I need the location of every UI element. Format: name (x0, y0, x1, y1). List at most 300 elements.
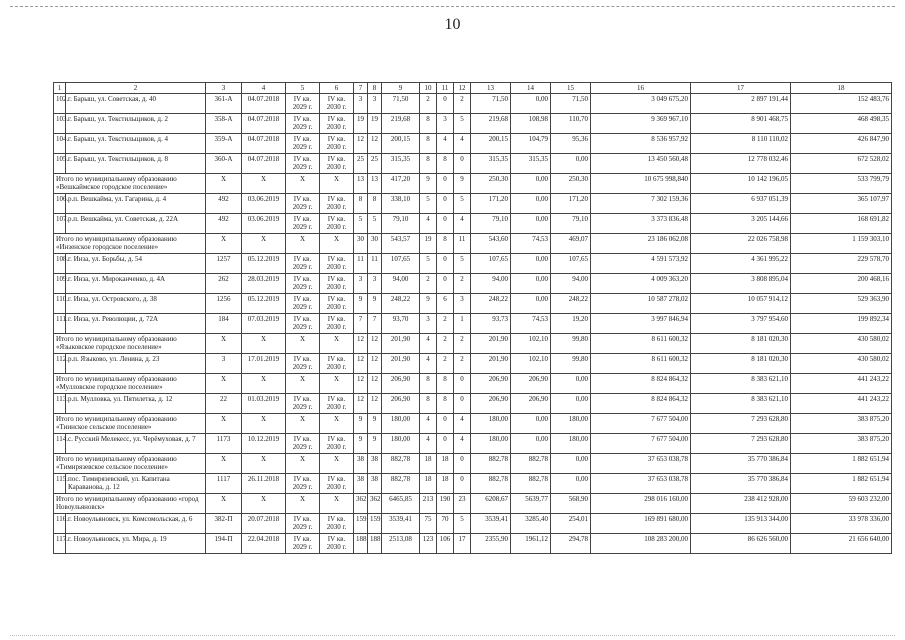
subtotal-label: Итого по муниципальному образованию «Тиинское сельское поселение» (54, 414, 206, 434)
table-row (54, 194, 892, 214)
cell-c8: 30 (368, 234, 382, 254)
cell-c8: 7 (368, 314, 382, 334)
cell-c8: 38 (368, 474, 382, 494)
cell-c17: 12 778 032,46 (691, 154, 791, 174)
cell-c9: 201,90 (382, 334, 420, 354)
subtotal-label: Итого по муниципальному образованию «Инзенское городское поселение» (54, 234, 206, 254)
cell-c10: 9 (420, 174, 437, 194)
cell-c16: 10 587 278,02 (591, 294, 691, 314)
cell-c5: IV кв. 2029 г. (286, 534, 320, 554)
cell-c6: IV кв. 2030 г. (320, 354, 354, 374)
row-number: 117. (54, 534, 66, 554)
cell-c15: 0,00 (551, 154, 591, 174)
cell-c16: 3 997 846,94 (591, 314, 691, 334)
cell-c13: 2355,90 (471, 534, 511, 554)
cell-c3: X (206, 414, 242, 434)
cell-c7: 38 (354, 474, 368, 494)
cell-c4: 04.07.2018 (242, 94, 286, 114)
cell-c17: 7 293 628,80 (691, 434, 791, 454)
cell-c13: 315,35 (471, 154, 511, 174)
cell-c4: 17.01.2019 (242, 354, 286, 374)
cell-c10: 75 (420, 514, 437, 534)
cell-c9: 206,90 (382, 374, 420, 394)
cell-c10: 4 (420, 214, 437, 234)
cell-c5: X (286, 414, 320, 434)
cell-c8: 3 (368, 94, 382, 114)
cell-c7: 11 (354, 254, 368, 274)
cell-c13: 171,20 (471, 194, 511, 214)
table-row (54, 314, 892, 334)
subtotal-row (54, 174, 892, 194)
cell-c10: 4 (420, 334, 437, 354)
cell-c8: 9 (368, 434, 382, 454)
cell-c16: 7 302 159,36 (591, 194, 691, 214)
row-number: 113. (54, 394, 66, 414)
column-number-cell: 17 (691, 83, 791, 94)
cell-c5: IV кв. 2029 г. (286, 314, 320, 334)
cell-c14: 0,00 (511, 414, 551, 434)
cell-c18: 152 483,76 (791, 94, 892, 114)
table-row (54, 254, 892, 274)
cell-c15: 171,20 (551, 194, 591, 214)
cell-c11: 18 (437, 454, 454, 474)
cell-c17: 10 142 196,05 (691, 174, 791, 194)
cell-c6: X (320, 334, 354, 354)
subtotal-label: Итого по муниципальному образованию «город Новоульяновск» (54, 494, 206, 514)
cell-c8: 11 (368, 254, 382, 274)
cell-c9: 93,70 (382, 314, 420, 334)
cell-c12: 11 (454, 234, 471, 254)
cell-c14: 0,00 (511, 434, 551, 454)
cell-c10: 213 (420, 494, 437, 514)
cell-c6: X (320, 234, 354, 254)
cell-c14: 0,00 (511, 94, 551, 114)
cell-c7: 3 (354, 274, 368, 294)
cell-c16: 13 450 560,48 (591, 154, 691, 174)
cell-c11: 4 (437, 134, 454, 154)
cell-c7: 25 (354, 154, 368, 174)
cell-c11: 2 (437, 314, 454, 334)
cell-c12: 0 (454, 154, 471, 174)
cell-c16: 8 536 957,92 (591, 134, 691, 154)
row-number: 112. (54, 354, 66, 374)
cell-c4: 10.12.2019 (242, 434, 286, 454)
cell-c10: 9 (420, 294, 437, 314)
cell-c3: 1256 (206, 294, 242, 314)
cell-c7: 9 (354, 434, 368, 454)
cell-c12: 3 (454, 294, 471, 314)
cell-c3: 382-П (206, 514, 242, 534)
cell-c17: 22 026 758,98 (691, 234, 791, 254)
address-cell: г. Барыш, ул. Текстильщиков, д. 2 (66, 114, 206, 134)
cell-c9: 6465,85 (382, 494, 420, 514)
table-row (54, 534, 892, 554)
cell-c15: 250,30 (551, 174, 591, 194)
cell-c18: 200 468,16 (791, 274, 892, 294)
cell-c17: 2 897 191,44 (691, 94, 791, 114)
cell-c17: 238 412 928,00 (691, 494, 791, 514)
row-number: 107. (54, 214, 66, 234)
cell-c10: 123 (420, 534, 437, 554)
cell-c9: 79,10 (382, 214, 420, 234)
cell-c6: IV кв. 2030 г. (320, 514, 354, 534)
cell-c5: IV кв. 2029 г. (286, 514, 320, 534)
cell-c9: 543,57 (382, 234, 420, 254)
cell-c13: 3539,41 (471, 514, 511, 534)
cell-c7: 12 (354, 394, 368, 414)
column-number-cell: 2 (66, 83, 206, 94)
cell-c3: X (206, 454, 242, 474)
cell-c18: 430 580,02 (791, 334, 892, 354)
column-number-cell: 15 (551, 83, 591, 94)
cell-c11: 0 (437, 174, 454, 194)
address-cell: г. Новоульяновск, ул. Комсомольская, д. 6 (66, 514, 206, 534)
cell-c17: 3 808 895,04 (691, 274, 791, 294)
cell-c16: 8 824 864,32 (591, 374, 691, 394)
cell-c13: 94,00 (471, 274, 511, 294)
cell-c15: 568,90 (551, 494, 591, 514)
cell-c8: 3 (368, 274, 382, 294)
subtotal-row (54, 454, 892, 474)
cell-c17: 8 181 020,30 (691, 354, 791, 374)
cell-c17: 7 293 628,80 (691, 414, 791, 434)
row-number: 108. (54, 254, 66, 274)
cell-c18: 430 580,02 (791, 354, 892, 374)
subtotal-row (54, 494, 892, 514)
cell-c12: 9 (454, 174, 471, 194)
cell-c5: IV кв. 2029 г. (286, 94, 320, 114)
cell-c6: IV кв. 2030 г. (320, 254, 354, 274)
page-number: 10 (444, 16, 461, 33)
cell-c18: 365 107,97 (791, 194, 892, 214)
cell-c8: 9 (368, 414, 382, 434)
cell-c12: 4 (454, 134, 471, 154)
cell-c4: X (242, 234, 286, 254)
column-number-cell: 1 (54, 83, 66, 94)
cell-c15: 0,00 (551, 454, 591, 474)
cell-c10: 8 (420, 114, 437, 134)
cell-c13: 206,90 (471, 374, 511, 394)
cell-c12: 2 (454, 274, 471, 294)
table-row (54, 514, 892, 534)
cell-c6: X (320, 374, 354, 394)
table-row (54, 214, 892, 234)
cell-c5: IV кв. 2029 г. (286, 194, 320, 214)
cell-c6: X (320, 454, 354, 474)
cell-c16: 37 653 038,78 (591, 454, 691, 474)
column-number-cell: 14 (511, 83, 551, 94)
cell-c3: X (206, 174, 242, 194)
cell-c16: 108 283 200,00 (591, 534, 691, 554)
row-number: 116. (54, 514, 66, 534)
cell-c3: 358-А (206, 114, 242, 134)
cell-c13: 93,73 (471, 314, 511, 334)
cell-c17: 3 797 954,60 (691, 314, 791, 334)
cell-c13: 200,15 (471, 134, 511, 154)
cell-c13: 201,90 (471, 334, 511, 354)
cell-c16: 7 677 504,00 (591, 414, 691, 434)
cell-c14: 108,98 (511, 114, 551, 134)
table-row (54, 394, 892, 414)
cell-c13: 79,10 (471, 214, 511, 234)
row-number: 115. (54, 474, 66, 494)
cell-c15: 254,01 (551, 514, 591, 534)
cell-c16: 4 009 363,20 (591, 274, 691, 294)
cell-c5: IV кв. 2029 г. (286, 294, 320, 314)
cell-c8: 38 (368, 454, 382, 474)
subtotal-row (54, 414, 892, 434)
cell-c16: 10 675 998,840 (591, 174, 691, 194)
address-cell: р.п. Вешкайма, ул. Гагарина, д. 4 (66, 194, 206, 214)
cell-c3: X (206, 374, 242, 394)
column-number-cell: 4 (242, 83, 286, 94)
cell-c8: 9 (368, 294, 382, 314)
cell-c9: 2513,08 (382, 534, 420, 554)
cell-c10: 8 (420, 394, 437, 414)
cell-c5: X (286, 174, 320, 194)
cell-c14: 102,10 (511, 354, 551, 374)
address-cell: г. Инза, ул. Островского, д. 38 (66, 294, 206, 314)
address-cell: р.п. Вешкайма, ул. Советская, д. 22А (66, 214, 206, 234)
cell-c16: 3 373 836,48 (591, 214, 691, 234)
column-number-cell: 3 (206, 83, 242, 94)
cell-c3: 22 (206, 394, 242, 414)
cell-c5: IV кв. 2029 г. (286, 114, 320, 134)
cell-c17: 4 361 995,22 (691, 254, 791, 274)
cell-c4: 01.03.2019 (242, 394, 286, 414)
cell-c14: 0,00 (511, 214, 551, 234)
cell-c9: 180,00 (382, 414, 420, 434)
address-cell: г. Инза, ул. Революции, д. 72А (66, 314, 206, 334)
table-row (54, 94, 892, 114)
cell-c8: 5 (368, 214, 382, 234)
row-number: 104. (54, 134, 66, 154)
subtotal-label: Итого по муниципальному образованию «Мулловское городское поселение» (54, 374, 206, 394)
cell-c8: 8 (368, 194, 382, 214)
cell-c6: IV кв. 2030 г. (320, 534, 354, 554)
cell-c18: 1 159 303,10 (791, 234, 892, 254)
cell-c15: 95,36 (551, 134, 591, 154)
column-number-cell: 13 (471, 83, 511, 94)
cell-c3: 492 (206, 194, 242, 214)
cell-c18: 441 243,22 (791, 394, 892, 414)
cell-c17: 86 626 560,00 (691, 534, 791, 554)
cell-c14: 206,90 (511, 394, 551, 414)
cell-c12: 1 (454, 314, 471, 334)
cell-c3: X (206, 334, 242, 354)
cell-c17: 8 901 468,75 (691, 114, 791, 134)
cell-c13: 201,90 (471, 354, 511, 374)
subtotal-row (54, 334, 892, 354)
cell-c5: IV кв. 2029 г. (286, 394, 320, 414)
cell-c15: 180,00 (551, 434, 591, 454)
cell-c6: IV кв. 2030 г. (320, 274, 354, 294)
cell-c5: X (286, 334, 320, 354)
column-number-cell: 10 (420, 83, 437, 94)
cell-c13: 71,50 (471, 94, 511, 114)
cell-c16: 9 369 967,10 (591, 114, 691, 134)
cell-c7: 159 (354, 514, 368, 534)
address-cell: г. Барыш, ул. Текстильщиков, д. 4 (66, 134, 206, 154)
cell-c3: 360-А (206, 154, 242, 174)
cell-c9: 338,10 (382, 194, 420, 214)
cell-c11: 0 (437, 94, 454, 114)
cell-c3: 1173 (206, 434, 242, 454)
cell-c16: 37 653 038,78 (591, 474, 691, 494)
subtotal-row (54, 234, 892, 254)
cell-c5: X (286, 374, 320, 394)
cell-c10: 2 (420, 94, 437, 114)
cell-c10: 4 (420, 414, 437, 434)
cell-c18: 21 656 640,00 (791, 534, 892, 554)
subtotal-row (54, 374, 892, 394)
cell-c16: 298 016 160,00 (591, 494, 691, 514)
column-number-row (54, 83, 892, 94)
address-cell: р.п. Языково, ул. Ленина, д. 23 (66, 354, 206, 374)
cell-c16: 8 611 600,32 (591, 334, 691, 354)
cell-c5: IV кв. 2029 г. (286, 154, 320, 174)
cell-c16: 8 824 864,32 (591, 394, 691, 414)
cell-c12: 0 (454, 394, 471, 414)
cell-c12: 5 (454, 514, 471, 534)
cell-c13: 107,65 (471, 254, 511, 274)
cell-c3: 184 (206, 314, 242, 334)
cell-c6: IV кв. 2030 г. (320, 114, 354, 134)
cell-c7: 38 (354, 454, 368, 474)
cell-c7: 5 (354, 214, 368, 234)
table-row (54, 294, 892, 314)
cell-c17: 35 770 386,84 (691, 454, 791, 474)
cell-c13: 250,30 (471, 174, 511, 194)
cell-c10: 3 (420, 314, 437, 334)
address-cell: с. Русский Мелекесс, ул. Черёмуховая, д. 7 (66, 434, 206, 454)
cell-c12: 5 (454, 254, 471, 274)
cell-c5: IV кв. 2029 г. (286, 254, 320, 274)
cell-c18: 468 498,35 (791, 114, 892, 134)
cell-c8: 12 (368, 394, 382, 414)
column-number-cell: 6 (320, 83, 354, 94)
cell-c7: 12 (354, 334, 368, 354)
cell-c7: 9 (354, 294, 368, 314)
cell-c4: 05.12.2019 (242, 294, 286, 314)
cell-c9: 882,78 (382, 454, 420, 474)
cell-c10: 8 (420, 154, 437, 174)
cell-c11: 6 (437, 294, 454, 314)
cell-c15: 94,00 (551, 274, 591, 294)
cell-c5: IV кв. 2029 г. (286, 474, 320, 494)
cell-c18: 168 691,82 (791, 214, 892, 234)
cell-c7: 12 (354, 354, 368, 374)
cell-c11: 18 (437, 474, 454, 494)
row-number: 110. (54, 294, 66, 314)
table-row (54, 114, 892, 134)
cell-c7: 30 (354, 234, 368, 254)
cell-c15: 248,22 (551, 294, 591, 314)
cell-c15: 71,50 (551, 94, 591, 114)
cell-c14: 0,00 (511, 194, 551, 214)
cell-c4: 03.06.2019 (242, 214, 286, 234)
cell-c12: 17 (454, 534, 471, 554)
cell-c10: 8 (420, 374, 437, 394)
cell-c9: 3539,41 (382, 514, 420, 534)
table-row (54, 274, 892, 294)
cell-c12: 5 (454, 114, 471, 134)
subtotal-label: Итого по муниципальному образованию «Тимирязевское сельское поселение» (54, 454, 206, 474)
cell-c3: 361-А (206, 94, 242, 114)
cell-c11: 0 (437, 274, 454, 294)
cell-c4: 03.06.2019 (242, 194, 286, 214)
cell-c4: X (242, 414, 286, 434)
cell-c12: 4 (454, 434, 471, 454)
table-row (54, 154, 892, 174)
cell-c3: X (206, 494, 242, 514)
cell-c9: 71,50 (382, 94, 420, 114)
cell-c13: 180,00 (471, 434, 511, 454)
cell-c11: 8 (437, 374, 454, 394)
cell-c5: IV кв. 2029 г. (286, 274, 320, 294)
table-row (54, 474, 892, 494)
cell-c17: 135 913 344,00 (691, 514, 791, 534)
column-number-cell: 7 (354, 83, 368, 94)
cell-c11: 0 (437, 434, 454, 454)
cell-c9: 206,90 (382, 394, 420, 414)
cell-c7: 8 (354, 194, 368, 214)
cell-c5: IV кв. 2029 г. (286, 354, 320, 374)
cell-c4: X (242, 454, 286, 474)
cell-c12: 5 (454, 194, 471, 214)
cell-c9: 180,00 (382, 434, 420, 454)
cell-c18: 383 875,20 (791, 414, 892, 434)
cell-c15: 19,20 (551, 314, 591, 334)
cell-c6: IV кв. 2030 г. (320, 94, 354, 114)
cell-c15: 107,65 (551, 254, 591, 274)
row-number: 106. (54, 194, 66, 214)
cell-c13: 882,78 (471, 474, 511, 494)
cell-c16: 3 049 675,20 (591, 94, 691, 114)
cell-c16: 169 891 680,00 (591, 514, 691, 534)
cell-c17: 10 057 914,12 (691, 294, 791, 314)
column-number-cell: 5 (286, 83, 320, 94)
cell-c4: 07.03.2019 (242, 314, 286, 334)
cell-c15: 294,78 (551, 534, 591, 554)
cell-c11: 106 (437, 534, 454, 554)
cell-c5: IV кв. 2029 г. (286, 434, 320, 454)
cell-c9: 201,90 (382, 354, 420, 374)
cell-c5: IV кв. 2029 г. (286, 134, 320, 154)
cell-c8: 12 (368, 134, 382, 154)
cell-c18: 529 363,90 (791, 294, 892, 314)
cell-c12: 2 (454, 354, 471, 374)
cell-c11: 0 (437, 214, 454, 234)
cell-c18: 1 882 651,94 (791, 474, 892, 494)
address-cell: г. Инза, ул. Мироканченко, д. 4А (66, 274, 206, 294)
cell-c4: 05.12.2019 (242, 254, 286, 274)
cell-c13: 882,78 (471, 454, 511, 474)
cell-c15: 99,80 (551, 334, 591, 354)
cell-c6: X (320, 174, 354, 194)
cell-c13: 180,00 (471, 414, 511, 434)
cell-c17: 8 181 020,30 (691, 334, 791, 354)
cell-c14: 74,53 (511, 314, 551, 334)
cell-c12: 2 (454, 334, 471, 354)
cell-c9: 219,68 (382, 114, 420, 134)
cell-c15: 180,00 (551, 414, 591, 434)
cell-c18: 59 603 232,00 (791, 494, 892, 514)
cell-c4: 20.07.2018 (242, 514, 286, 534)
cell-c7: 12 (354, 374, 368, 394)
address-cell: р.п. Мулловка, ул. Пятилетка, д. 12 (66, 394, 206, 414)
cell-c9: 200,15 (382, 134, 420, 154)
